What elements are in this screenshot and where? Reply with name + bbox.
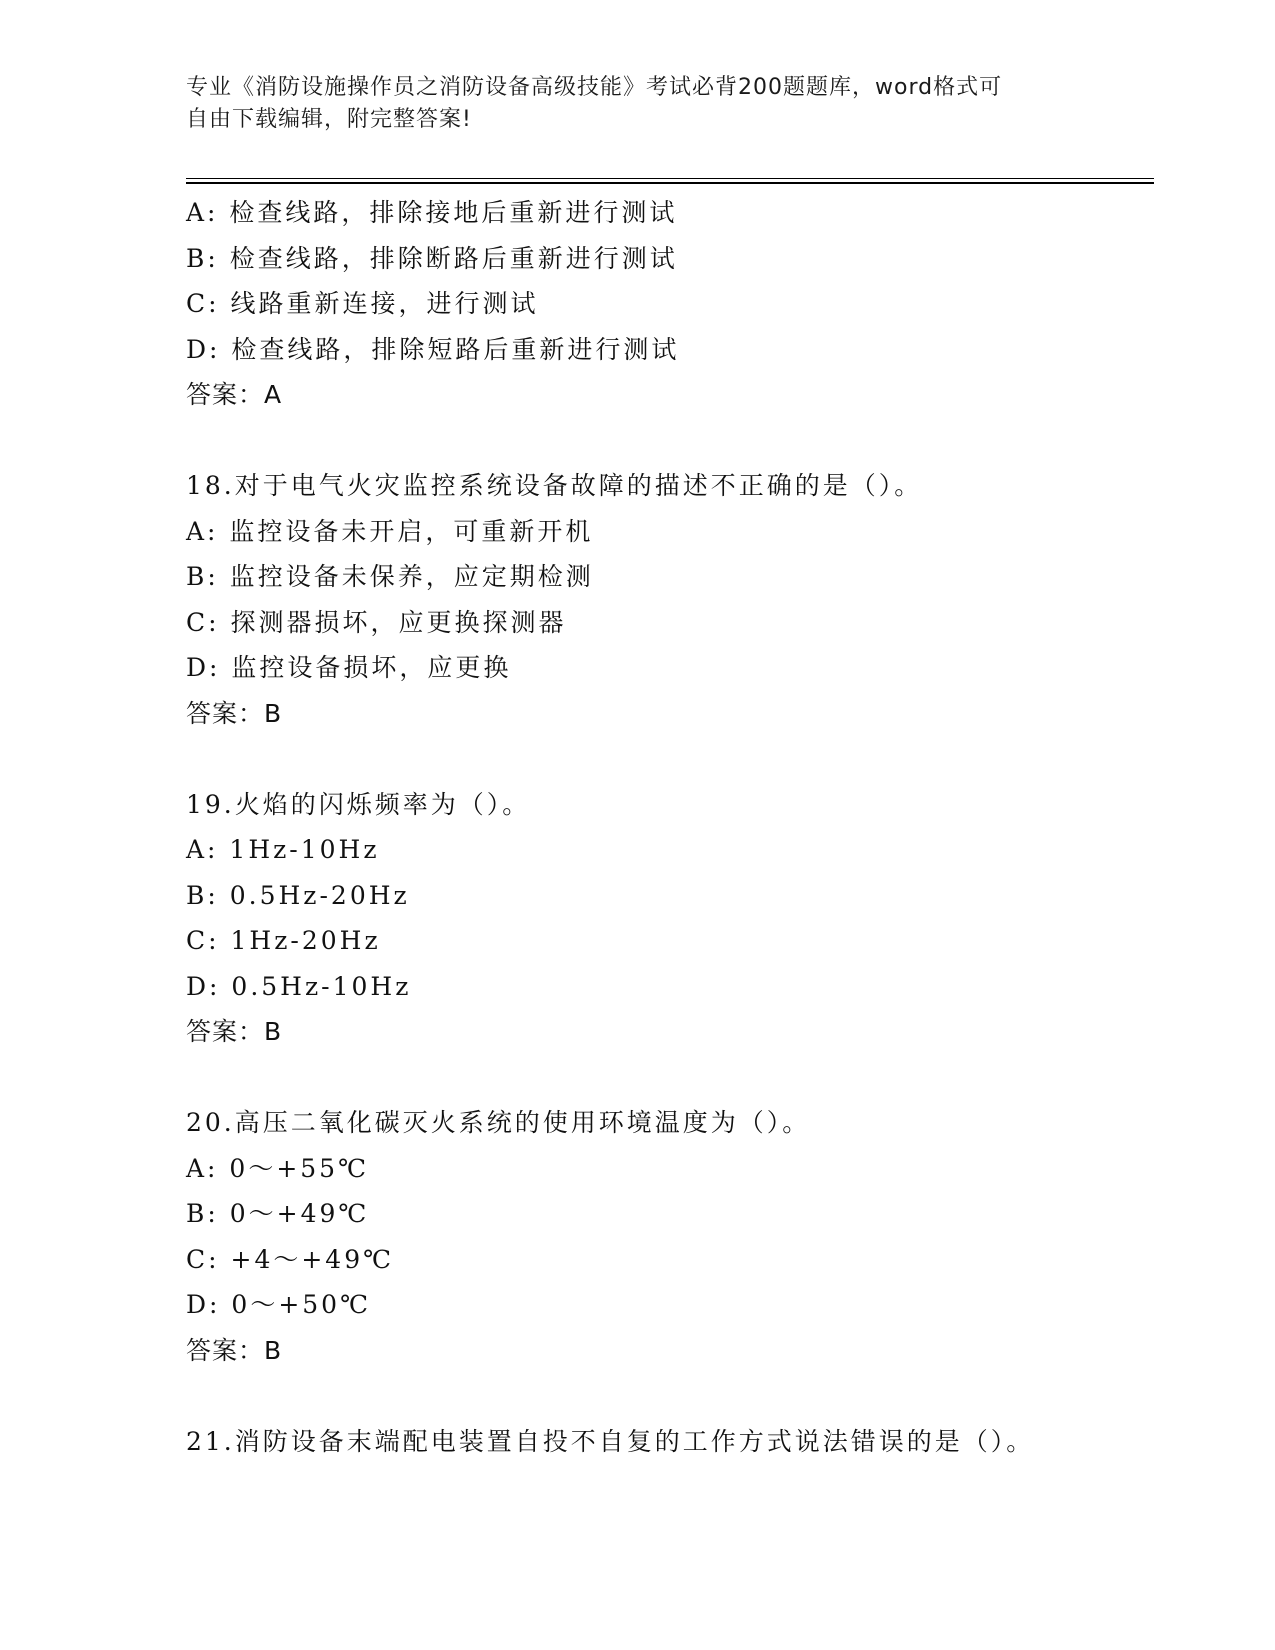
answer: 答案：B [186,1017,283,1046]
spacer [186,1055,1154,1101]
option-c: C: +4～+49℃ [186,1244,395,1274]
option-d: D: 检查线路，排除短路后重新进行测试 [186,334,680,364]
question-19 [186,782,1154,1055]
spacer [186,1373,1154,1419]
answer: 答案：A [186,380,283,409]
answer: 答案：B [186,1335,283,1365]
option-d: D: 0.5Hz-10Hz [186,971,412,1001]
option-d: D: 0～+50℃ [186,1290,372,1319]
header-rule-thin [186,178,1154,179]
question-text: 20.高压二氧化碳灭火系统的使用环境温度为（）。 [186,1108,811,1137]
spacer [186,736,1154,782]
document-header [186,72,1086,136]
option-a: A: 检查线路，排除接地后重新进行测试 [186,198,678,227]
option-a: A: 0～+55℃ [186,1153,370,1183]
question-text: 19.火焰的闪烁频率为（）。 [186,789,531,819]
header-rule-thick [186,182,1154,184]
option-b: B: 0.5Hz-20Hz [186,880,410,910]
option-b: B: 检查线路，排除断路后重新进行测试 [186,243,678,273]
option-c: C: 探测器损坏，应更换探测器 [186,607,567,637]
question-21 [186,1419,1154,1465]
option-d: D: 监控设备损坏，应更换 [186,653,512,682]
option-c: C: 线路重新连接，进行测试 [186,289,539,318]
question-text: 18.对于电气火灾监控系统设备故障的描述不正确的是（）。 [186,471,923,500]
question-18 [186,463,1154,736]
spacer [186,418,1154,464]
option-b: B: 0～+49℃ [186,1199,370,1228]
question-20 [186,1100,1154,1373]
question-list [186,190,1154,1464]
answer: 答案：B [186,698,283,728]
option-a: A: 1Hz-10Hz [186,835,380,864]
option-a: A: 监控设备未开启，可重新开机 [186,516,594,546]
header-line-2: 自由下载编辑，附完整答案! [186,107,472,132]
question-text: 21.消防设备末端配电装置自投不自复的工作方式说法错误的是（）。 [186,1426,1035,1456]
question-17 [186,190,1154,418]
option-c: C: 1Hz-20Hz [186,926,381,955]
option-b: B: 监控设备未保养，应定期检测 [186,562,594,591]
header-line-1: 专业《消防设施操作员之消防设备高级技能》考试必背200题题库，word格式可 [186,75,1003,100]
